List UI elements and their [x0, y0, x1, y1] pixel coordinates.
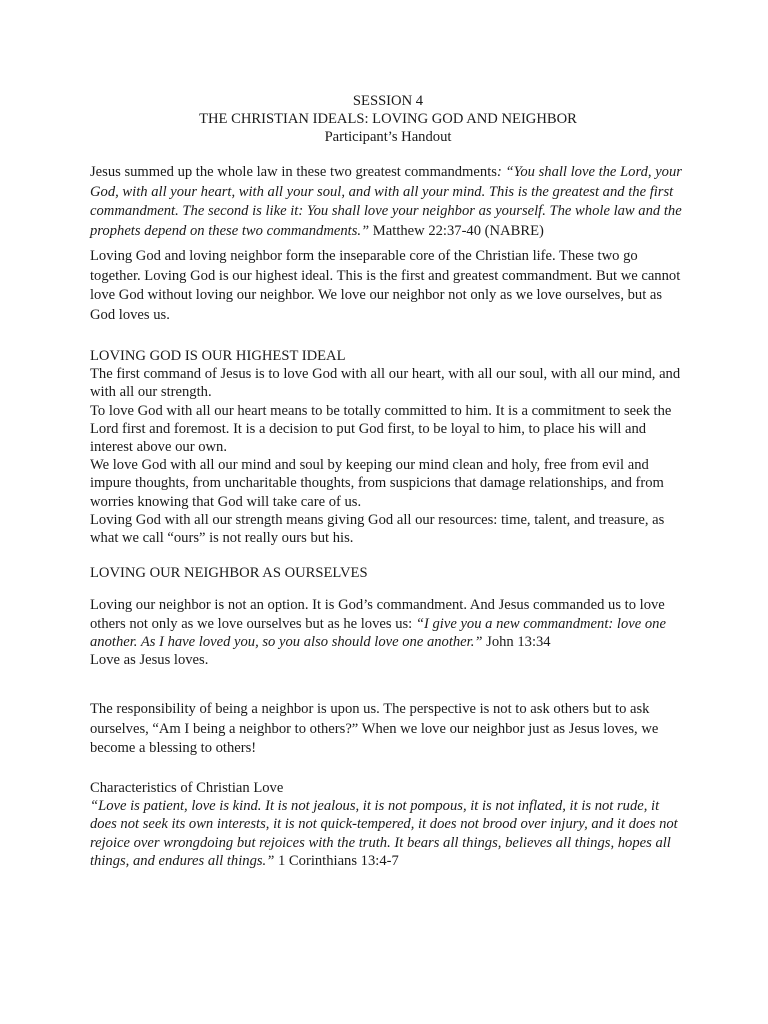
loving-god-line: Loving God with all our strength means giving God all our resources: time, talent, and treasure, as what we call “ours” is not really ours but his. [90, 511, 665, 547]
intro-lead: Jesus summed up the whole law in these two greatest commandments [90, 164, 497, 180]
characteristics-scripture-quote: “Love is patient, love is kind. It is not jealous, it is not pompous, it is not inflated, it is not rude, it does not seek its own interests, it is not quick-tempered, it does not brood over injury, and it does not rejoice over wrongdoing but rejoices with the truth. It bears all things, believes all things, hopes all things, and endures all things.” [90, 797, 678, 870]
document-body [90, 92, 686, 871]
session-label: SESSION 4 [352, 93, 424, 109]
neighbor-closing: Love as Jesus loves. [90, 652, 209, 669]
neighbor-lead: Loving our neighbor is not an option. It is God’s commandment. And Jesus commanded us to love others not only as we love ourselves but as he loves us: [90, 597, 665, 632]
core-paragraph: Loving God and loving neighbor form the inseparable core of the Christian life. These two go together. Loving God is our highest ideal. This is the first and greatest commandment. But we cannot love God without loving our neighbor. We love our neighbor not only as we love ourselves, but as God loves us. [90, 248, 681, 323]
intro-citation: Matthew 22:37-40 (NABRE) [369, 222, 544, 239]
intro-colon: : [496, 164, 502, 180]
loving-god-line: We love God with all our mind and soul by keeping our mind clean and holy, free from evil and impure thoughts, from uncharitable thoughts, from suspicions that damage relationships, and from worries knowing that God will take care of us. [90, 457, 664, 510]
characteristics-paragraph [90, 797, 686, 871]
document-subtitle: Participant’s Handout [324, 129, 452, 145]
document-title: THE CHRISTIAN IDEALS: LOVING GOD AND NEIGHBOR [199, 111, 577, 127]
neighbor-paragraph [90, 596, 686, 651]
responsibility-paragraph: The responsibility of being a neighbor is upon us. The perspective is not to ask others but to ask ourselves, “Am I being a neighbor to others?” When we love our neighbor just as Jesus loves, we become a blessing to others! [90, 701, 659, 757]
neighbor-scripture-quote: “I give you a new commandment: love one another. As I have loved you, so you also should love one another.” [90, 615, 666, 650]
document-header [90, 92, 686, 146]
characteristics-heading: Characteristics of Christian Love [90, 779, 284, 796]
neighbor-citation: John 13:34 [482, 633, 551, 650]
intro-scripture-quote: “You shall love the Lord, your God, with all your heart, with all your soul, and with all your mind. This is the greatest and the first commandment. The second is like it: You shall love your neighbor as yourself. The whole law and the prophets depend on these two commandments.” [90, 164, 682, 239]
loving-god-line: The first command of Jesus is to love God with all our heart, with all our soul, with all our mind, and with all our strength. [90, 366, 681, 401]
section-heading-loving-neighbor: LOVING OUR NEIGHBOR AS OURSELVES [90, 565, 368, 582]
loving-god-line: To love God with all our heart means to be totally committed to him. It is a commitment to seek the Lord first and foremost. It is a decision to put God first, to be loyal to him, to place his will and interest above our own. [90, 402, 672, 456]
section-heading-loving-god: LOVING GOD IS OUR HIGHEST IDEAL [90, 348, 346, 364]
intro-paragraph [90, 163, 686, 241]
characteristics-citation: 1 Corinthians 13:4-7 [274, 853, 399, 870]
